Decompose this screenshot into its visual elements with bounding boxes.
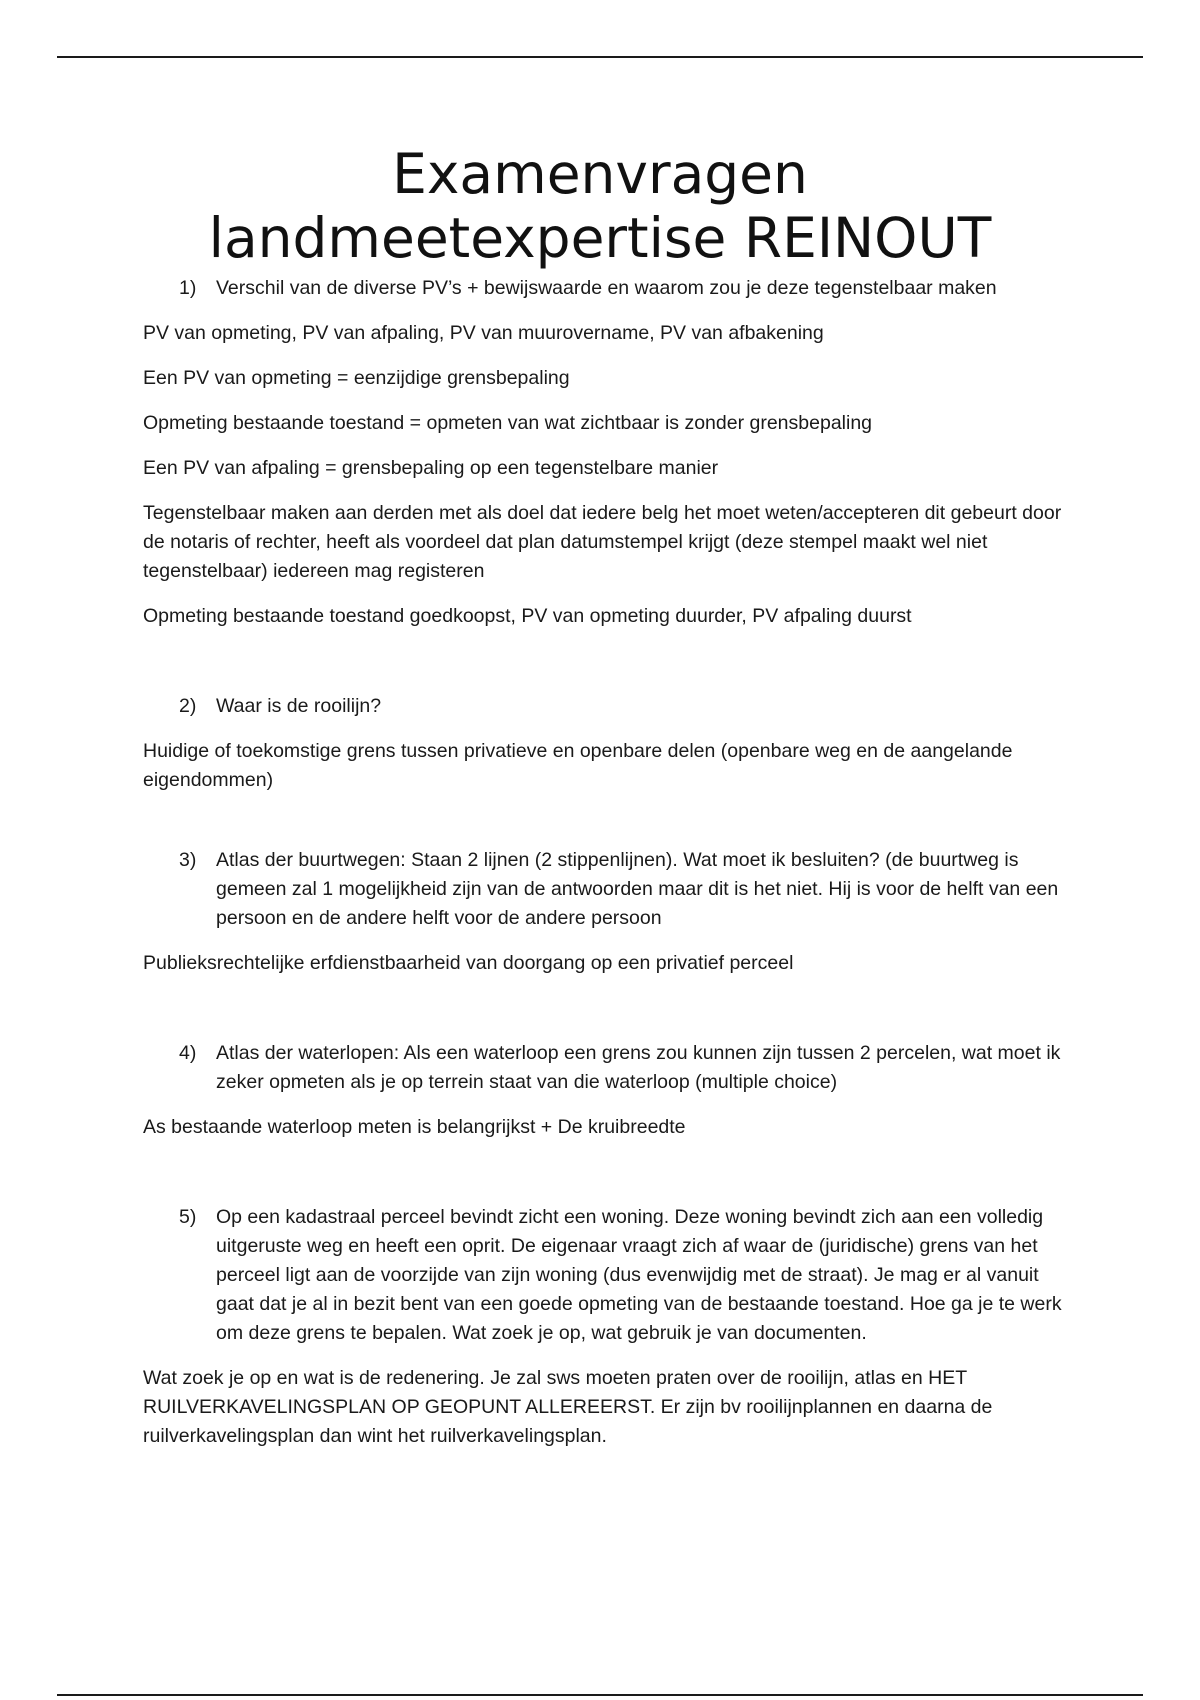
page-title: [0, 142, 1200, 270]
answer-4: As bestaande waterloop meten is belangrijkst + De kruibreedte: [143, 1116, 686, 1138]
document-body: [143, 274, 1063, 1467]
question-3: [143, 846, 1063, 933]
title-line-1: Examenvragen: [392, 142, 808, 206]
answer-2: Huidige of toekomstige grens tussen privatieve en openbare delen (openbare weg en de aangelande eigendommen): [143, 740, 1013, 791]
question-number: 2): [179, 695, 197, 717]
question-2: [143, 692, 1063, 721]
question-1: [143, 274, 1063, 303]
question-number: 1): [179, 277, 197, 299]
top-rule: [57, 56, 1143, 58]
question-5: [143, 1203, 1063, 1348]
question-text: Waar is de rooilijn?: [216, 695, 382, 717]
question-text: Op een kadastraal perceel bevindt zicht een woning. Deze woning bevindt zich aan een volledig uitgeruste weg en heeft een oprit. De eigenaar vraagt zich af waar de (juridische) grens van het perceel ligt aan de voorzijde van zijn woning (dus evenwijdig met de straat). Je mag er al vanuit gaat dat je al in bezit bent van een goede opmeting van de bestaande toestand. Hoe ga je te werk om deze grens te bepalen. Wat zoek je op, wat gebruik je van documenten.: [216, 1206, 1062, 1344]
answer-5: Wat zoek je op en wat is de redenering. Je zal sws moeten praten over de rooilijn, atlas en HET RUILVERKAVELINGSPLAN OP GEOPUNT ALLEREERST. Er zijn bv rooilijnplannen en daarna de ruilverkavelingsplan dan wint het ruilverkavelingsplan.: [143, 1367, 993, 1447]
question-number: 3): [179, 849, 197, 871]
question-text: Atlas der buurtwegen: Staan 2 lijnen (2 stippenlijnen). Wat moet ik besluiten? (de buurtweg is gemeen zal 1 mogelijkheid zijn van de antwoorden maar dit is het niet. Hij is voor de helft van een persoon en de andere helft voor de andere persoon: [216, 849, 1059, 929]
question-4: [143, 1039, 1063, 1097]
answer-1-line-1: PV van opmeting, PV van afpaling, PV van muurovername, PV van afbakening: [143, 322, 824, 344]
answer-1-line-5: Tegenstelbaar maken aan derden met als doel dat iedere belg het moet weten/accepteren dit gebeurt door de notaris of rechter, heeft als voordeel dat plan datumstempel krijgt (deze stempel maakt wel niet tegenstelbaar) iedereen mag registeren: [143, 502, 1062, 582]
answer-1-line-3: Opmeting bestaande toestand = opmeten van wat zichtbaar is zonder grensbepaling: [143, 412, 873, 434]
question-number: 5): [179, 1206, 197, 1228]
answer-1-line-2: Een PV van opmeting = eenzijdige grensbepaling: [143, 367, 570, 389]
question-text: Verschil van de diverse PV’s + bewijswaarde en waarom zou je deze tegenstelbaar maken: [216, 277, 997, 299]
bottom-rule: [57, 1694, 1143, 1696]
answer-3: Publieksrechtelijke erfdienstbaarheid van doorgang op een privatief perceel: [143, 952, 794, 974]
answer-1-line-6: Opmeting bestaande toestand goedkoopst, PV van opmeting duurder, PV afpaling duurst: [143, 605, 912, 627]
answer-1-line-4: Een PV van afpaling = grensbepaling op een tegenstelbare manier: [143, 457, 719, 479]
question-text: Atlas der waterlopen: Als een waterloop een grens zou kunnen zijn tussen 2 percelen, wat moet ik zeker opmeten als je op terrein staat van die waterloop (multiple choice): [216, 1042, 1061, 1093]
title-line-2: landmeetexpertise REINOUT: [208, 206, 992, 270]
question-number: 4): [179, 1042, 197, 1064]
